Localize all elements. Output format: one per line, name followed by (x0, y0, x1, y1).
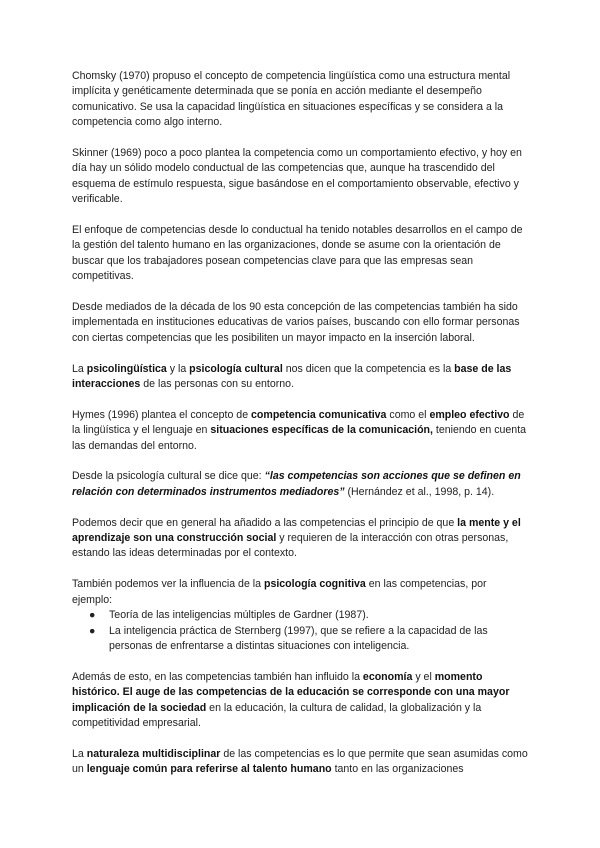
bullet-icon: ● (89, 624, 96, 637)
text: y requieren de la interacción con otras personas, estando las ideas determinadas por el contexto. (72, 532, 509, 560)
list-item-text: Teoría de las inteligencias múltiples de Gardner (1987). (109, 609, 369, 622)
text: como el (386, 408, 430, 421)
text: en la educación, la cultura de calidad, la globalización y la competitividad empresarial. (72, 701, 482, 729)
text: Desde la psicología cultural se dice que: (72, 470, 265, 483)
text: La (72, 362, 87, 375)
bold-text: psicología cultural (189, 362, 283, 375)
bold-text: base de las interacciones (72, 362, 512, 391)
paragraph-psicologia-cognitiva (72, 577, 528, 608)
text: Además de esto, en las competencias también han influido la (72, 670, 363, 683)
text: nos dicen que la competencia es la (282, 362, 455, 375)
paragraph-skinner: Skinner (1969) poco a poco plantea la competencia como un comportamiento efectivo, y hoy en día hay un sólido modelo conductual de las competencias que, aunque ha trascendido del esquema de estímulo respuesta, sigue basándose en el comportamiento observable, efectivo y verificable. (72, 147, 522, 206)
text: Hymes (1996) plantea el concepto de (72, 408, 252, 421)
bold-text: El auge de las competencias de la educación se corresponde con una (119, 686, 478, 699)
bold-text: momento histórico. (72, 670, 483, 699)
bold-text: situaciones específicas de la comunicación, (210, 424, 433, 437)
text: Podemos decir que en general ha añadido a las competencias el principio de que (72, 516, 458, 529)
paragraph-multidisciplinar (72, 747, 528, 778)
text: de la lingüística y el lenguaje en (72, 408, 525, 437)
examples-list (72, 608, 528, 654)
bold-text: lenguaje común para referirse al talento humano (86, 763, 332, 776)
quote-text: “las competencias son acciones que se definen en relación con determinados instrumentos mediadores” (72, 470, 521, 498)
text: de las competencias es lo que permite que sean asumidas como un (72, 747, 528, 776)
text: y el (412, 670, 435, 683)
text: teniendo en cuenta las demandas del entorno. (72, 424, 527, 452)
paragraph-conductual: El enfoque de competencias desde lo conductual ha tenido notables desarrollos en el campo de la gestión del talento humano en las organizaciones, donde se asume con la orientación de buscar que los trabajadores posean competencias clave para que las empresas sean competitivas. (72, 224, 523, 283)
bold-text: competencia comunicativa (251, 408, 387, 421)
text: También podemos ver la influencia de la (72, 578, 264, 591)
paragraph-hymes (72, 408, 528, 454)
paragraph-decada-90: Desde mediados de la década de los 90 esta concepción de las competencias también ha sido implementada en instituciones educativas de varios países, buscando con ello formar personas con ciertas competencias que les posibiliten un mayor impacto en la inserción laboral. (72, 301, 520, 344)
paragraph-chomsky: Chomsky (1970) propuso el concepto de competencia lingüística como una estructura mental implícita y genéticamente determinada que se ponía en acción mediante el desempeño comunicativo. Se usa la capacidad lingüística en situaciones específicas y se considera a la competencia como algo interno. (72, 70, 511, 129)
bold-text: psicolingüística (86, 362, 167, 375)
paragraph-psicologia-cultural (72, 469, 528, 500)
paragraph-economia (72, 670, 528, 732)
bold-text: la mente y el aprendizaje son una construcción social (72, 516, 521, 545)
bullet-icon: ● (89, 609, 96, 622)
paragraph-psicolinguistica (72, 362, 528, 393)
list-item (89, 624, 528, 655)
text: (Hernández et al., 1998, p. 14). (344, 485, 495, 498)
list-item-text: La inteligencia práctica de Sternberg (1997), que se refiere a la capacidad de las personas de enfrentarse a distintas situaciones con inteligencia. (109, 624, 488, 652)
list-item (89, 608, 528, 623)
paragraph-construccion-social (72, 516, 528, 562)
text: en las competencias, por ejemplo: (72, 578, 487, 606)
text: y la (166, 362, 190, 375)
bold-text: economía (362, 670, 413, 683)
text: La (72, 747, 87, 760)
bold-text: naturaleza multidisciplinar (86, 747, 221, 760)
bold-text: empleo efectivo (429, 408, 510, 421)
bold-text: psicología cognitiva (263, 578, 366, 591)
text: de las personas con su entorno. (140, 378, 295, 391)
text: tanto en las organizaciones (331, 763, 464, 776)
bold-text: mayor implicación de la sociedad (72, 686, 510, 714)
